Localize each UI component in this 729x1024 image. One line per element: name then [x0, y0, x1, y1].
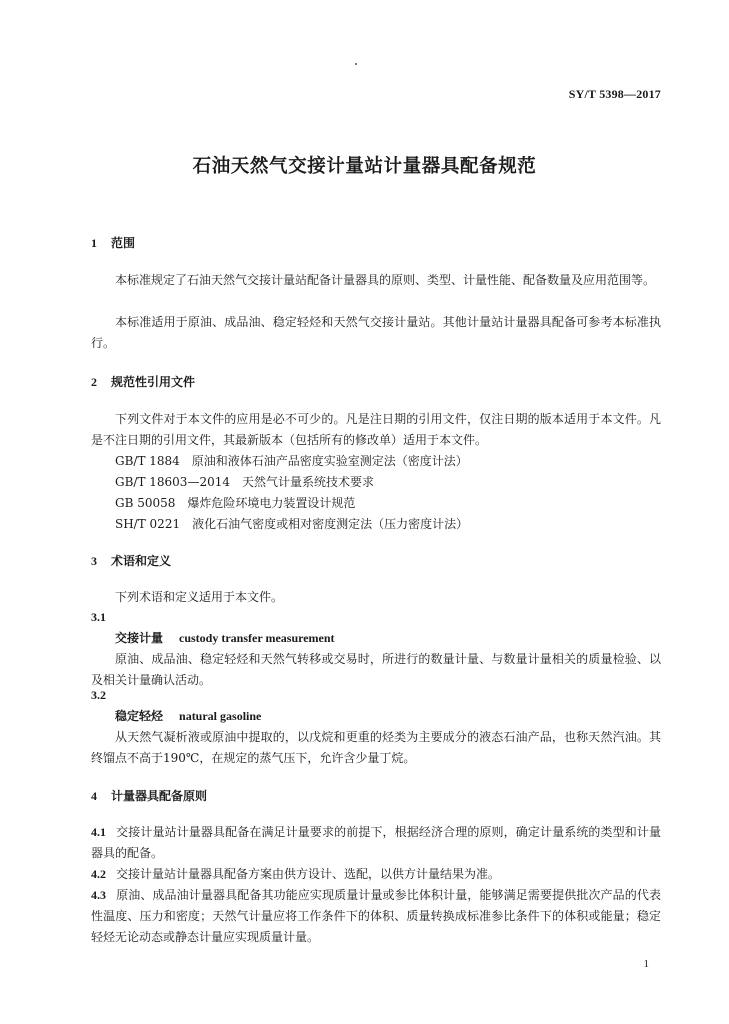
- section-heading-scope: 1 范围: [91, 236, 136, 250]
- section-heading-normative-references: 2 规范性引用文件: [91, 375, 196, 389]
- paragraph: 本标准适用于原油、成品油、稳定轻烃和天然气交接计量站。其他计量站计量器具配备可参考本标准执行。: [91, 315, 661, 350]
- terms-intro: 下列术语和定义适用于本文件。: [115, 590, 284, 604]
- term-cn: 稳定轻烃: [115, 709, 164, 723]
- document-title: 石油天然气交接计量站计量器具配备规范: [192, 156, 537, 177]
- scan-speck: [355, 63, 357, 65]
- paragraph: 本标准规定了石油天然气交接计量站配备计量器具的原则、类型、计量性能、配备数量及应用范围等。: [115, 273, 656, 287]
- term-title: [115, 706, 261, 727]
- clause-text: 原油、成品油计量器具配备其功能应实现质量计量或参比体积计量，能够满足需要提供批次产品的代表性温度、压力和密度；天然气计量应将工作条件下的体积、质量转换成标准参比条件下的体积或能量；稳定轻烃无论动态或静态计量应实现质量计量。: [91, 888, 661, 944]
- term-title: [115, 628, 335, 649]
- clause-number: 4.1: [91, 825, 106, 839]
- clause: [91, 864, 661, 885]
- term-cn: 交接计量: [115, 631, 164, 645]
- clause: [91, 822, 661, 864]
- term-definition: 从天然气凝析液或原油中提取的，以戊烷和更重的烃类为主要成分的液态石油产品，也称天然汽油。其终馏点不高于190℃，在规定的蒸气压下，允许含少量丁烷。: [91, 730, 661, 765]
- standard-code: SY/T 5398—2017: [568, 87, 661, 101]
- reference-item: GB 50058 爆炸危险环境电力装置设计规范: [115, 496, 356, 510]
- term-en: custody transfer measurement: [179, 631, 335, 645]
- clause-text: 交接计量站计量器具配备方案由供方设计、选配，以供方计量结果为准。: [116, 867, 501, 881]
- section-heading-principles: 4 计量器具配备原则: [91, 789, 208, 803]
- term-definition: 原油、成品油、稳定轻烃和天然气转移或交易时，所进行的数量计量、与数量计量相关的质量检验、以及相关计量确认活动。: [91, 652, 661, 687]
- term-number: 3.1: [91, 610, 106, 624]
- term-en: natural gasoline: [179, 709, 262, 723]
- clause: [91, 885, 661, 948]
- clause-number: 4.3: [91, 888, 106, 902]
- reference-item: SH/T 0221 液化石油气密度或相对密度测定法（压力密度计法）: [115, 517, 469, 531]
- clause-text: 交接计量站计量器具配备在满足计量要求的前提下，根据经济合理的原则，确定计量系统的类型和计量器具的配备。: [91, 825, 661, 860]
- term-number: 3.2: [91, 688, 106, 702]
- reference-item: GB/T 18603—2014 天然气计量系统技术要求: [115, 475, 374, 489]
- page-number: 1: [643, 958, 649, 970]
- reference-item: GB/T 1884 原油和液体石油产品密度实验室测定法（密度计法）: [115, 454, 468, 468]
- clause-number: 4.2: [91, 867, 106, 881]
- paragraph: 下列文件对于本文件的应用是必不可少的。凡是注日期的引用文件，仅注日期的版本适用于本文件。凡是不注日期的引用文件，其最新版本（包括所有的修改单）适用于本文件。: [91, 412, 661, 447]
- section-heading-terms: 3 术语和定义: [91, 554, 172, 568]
